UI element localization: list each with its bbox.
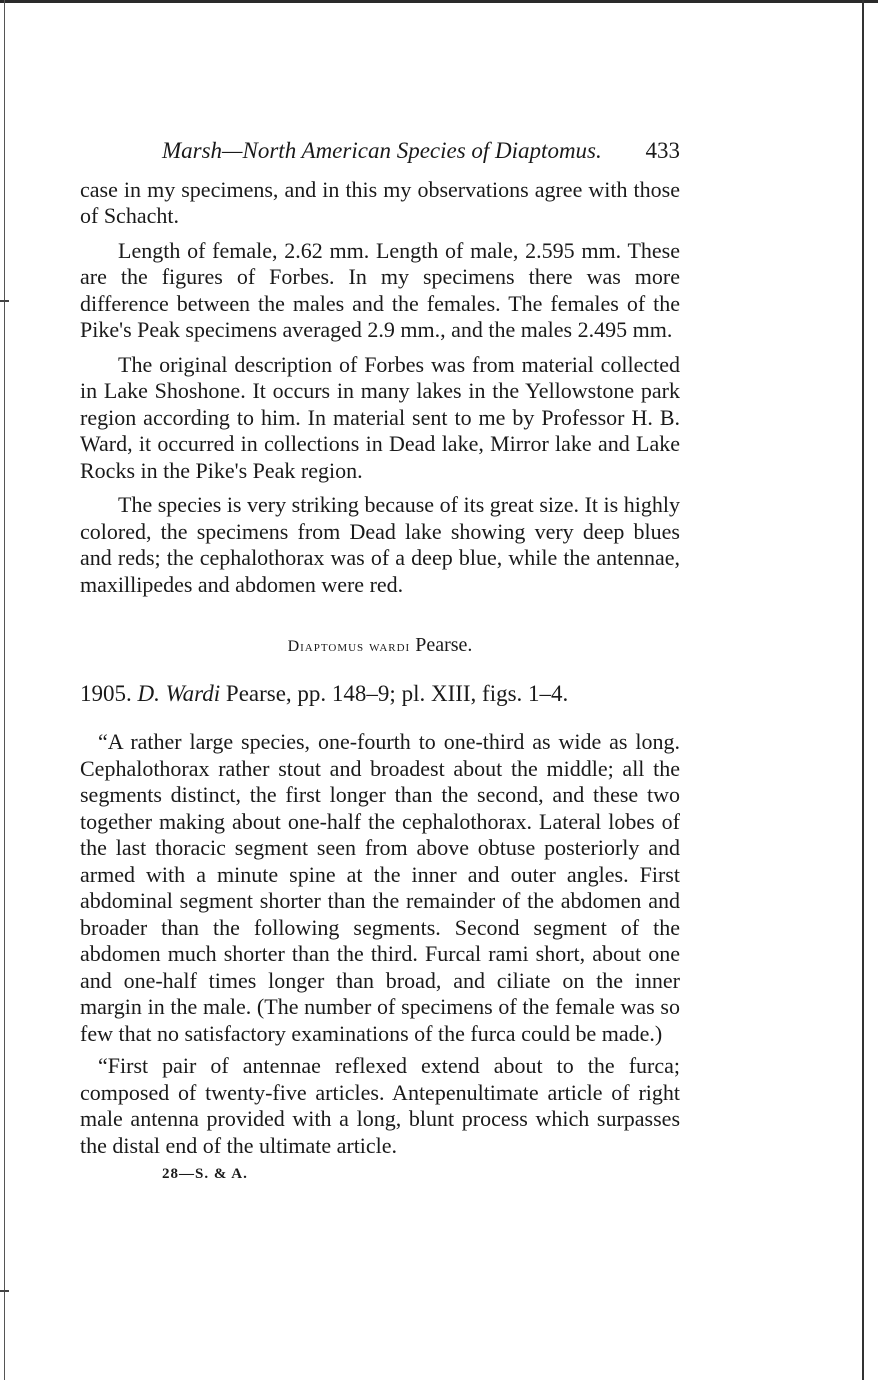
paragraph: The species is very striking because of its great size. It is highly colored, the specimens from Dead lake showing very deep blues and reds; the cephalothorax was of a deep blue, while the antennae, maxillipedes and abdomen were red. xyxy=(80,492,680,597)
paragraph: Length of female, 2.62 mm. Length of male, 2.595 mm. These are the figures of Forbes. In my specimens there was more difference between the males and the females. The females of the Pike's Peak specimens averaged 2.9 mm., and the males 2.495 mm. xyxy=(80,237,680,342)
citation-reference: Pearse, pp. 148–9; pl. XIII, figs. 1–4. xyxy=(225,680,569,706)
signature-mark: 28—S. & A. xyxy=(162,1166,248,1182)
citation xyxy=(80,681,680,708)
quoted-description: “First pair of antennae reflexed extend about to the furca; composed of twenty-five articles. Antepenultimate article of right male antenna provided with a long, blunt process which surpasses the distal end of the ultimate article. xyxy=(80,1053,680,1158)
paragraph: The original description of Forbes was from material collected in Lake Shoshone. It occurs in many lakes in the Yellowstone park region according to him. In material sent to me by Professor H. B. Ward, it occurred in collections in Dead lake, Mirror lake and Lake Rocks in the Pike's Peak region. xyxy=(80,351,680,483)
page-body xyxy=(80,138,680,1188)
page-header xyxy=(162,138,680,165)
species-name: Diaptomus wardi xyxy=(287,638,411,655)
citation-year: 1905. xyxy=(80,680,132,706)
paragraph: case in my specimens, and in this my observations agree with those of Schacht. xyxy=(80,176,680,228)
page-number: 433 xyxy=(645,138,680,163)
running-head: Marsh—North American Species of Diaptomus. xyxy=(162,138,602,163)
species-author: Pearse. xyxy=(415,634,473,656)
page-edge-left xyxy=(4,0,5,1380)
section-heading xyxy=(80,632,680,661)
binding-mark xyxy=(0,300,9,302)
citation-taxon: D. Wardi xyxy=(137,680,221,706)
quoted-description: “A rather large species, one-fourth to one-third as wide as long. Cephalothorax rather stout and broadest about the middle; all the segments distinct, the first longer than the second, and these two together making about one-half the cephalothorax. Lateral lobes of the last thoracic segment seen from above obtuse posteriorly and armed with a minute spine at the inner and outer angles. First abdominal segment shorter than the remainder of the abdomen and broader than the following segments. Second segment of the abdomen much shorter than the third. Furcal rami short, about one and one-half times longer than broad, and ciliate on the inner margin in the male. (The number of specimens of the female was so few that no satisfactory examinations of the furca could be made.) xyxy=(80,729,680,1046)
binding-mark xyxy=(0,1290,9,1292)
page-edge-top xyxy=(0,0,878,3)
page-edge-right xyxy=(862,0,864,1380)
